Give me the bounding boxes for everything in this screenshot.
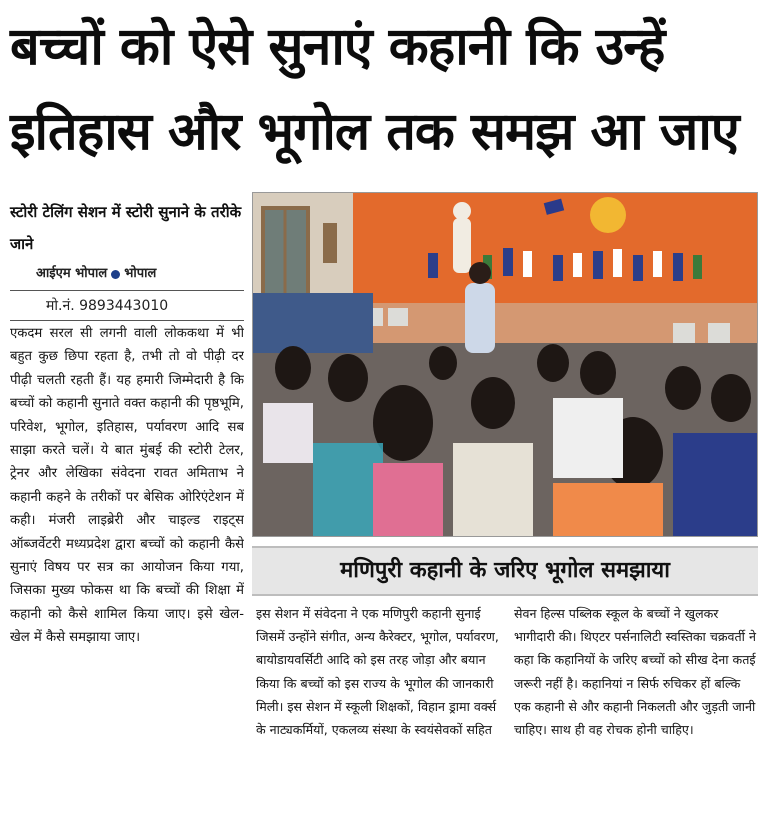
divider xyxy=(10,290,244,291)
article-column-2: इस सेशन में संवेदना ने एक मणिपुरी कहानी सुनाई जिसमें उन्होंने संगीत, अन्य कैरेक्टर, भूगोल, पर्यावरण, बायोडायवर्सिटी आदि को इस तरह जोड़ा और बयान किया कि बच्चों को इस राज्य के भूगोल की जानकारी मिली। इस सेशन में स्कूली शिक्षकों, विहान ड्रामा वर्क्स के नाट्यकर्मियों, एकलव्य संस्था के स्वयंसेवकों सहित xyxy=(256,606,499,738)
subhead: मणिपुरी कहानी के जरिए भूगोल समझाया xyxy=(340,558,670,583)
byline xyxy=(36,264,246,284)
bullet-dot-icon xyxy=(111,270,120,279)
article-photo xyxy=(252,192,758,537)
headline-line-1: बच्चों को ऐसे सुनाएं कहानी कि उन्हें xyxy=(10,17,665,77)
byline-city: भोपाल xyxy=(124,266,157,281)
article-column-1: एकदम सरल सी लगनी वाली लोककथा में भी बहुत कुछ छिपा रहता है, तभी तो वो पीढ़ी दर पीढ़ी चलती रहती हैं। यह हमारी जिम्मेदारी है कि बच्चों को कहानी सुनाते वक्त कहानी की पृष्ठभूमि, परिवेश, भूगोल, इतिहास, पर्यावरण आदि सब साझा करते चलें। ये बात मुंबई की स्टोरी टेलर, ट्रेनर और लेखिका संवेदना रावत अमिताभ ने कहानी कहने के तरीकों पर बेसिक ओरिएंटेशन में कही। मंजरी लाइब्रेरी और चाइल्ड राइट्स ऑब्जर्वेटरी मध्यप्रदेश द्वारा बच्चों को कहानी कैसे सुनाएं विषय पर सत्र का आयोजन किया गया, जिसका मुख्य फोकस था कि बच्चों की शिक्षा में कहानी को कैसे शामिल किया जाए। इसे खेल-खेल में कैसे समझाया जाए। xyxy=(10,326,244,646)
kicker: स्टोरी टेलिंग सेशन में स्टोरी सुनाने के तरीके जाने xyxy=(10,203,242,253)
divider xyxy=(10,320,244,321)
article-column-3: सेवन हिल्स पब्लिक स्कूल के बच्चों ने खुलकर भागीदारी की। थिएटर पर्सनालिटी स्वस्तिका चक्रवर्ती ने कहा कि कहानियों के जरिए बच्चों को सीख देना कतई जरूरी नहीं है। कहानियां न सिर्फ रुचिकर हों बल्कि एक कहानी से और कहानी निकलती और जुड़ती जानी चाहिए। साथ ही वह रोचक होनी चाहिए। xyxy=(514,606,756,738)
headline-line-2: इतिहास और भूगोल तक समझ आ जाए xyxy=(10,102,739,162)
mobile-number: मो.नं. 9893443010 xyxy=(46,298,169,314)
subhead-band xyxy=(252,546,758,596)
byline-source: आईएम भोपाल xyxy=(36,266,108,281)
